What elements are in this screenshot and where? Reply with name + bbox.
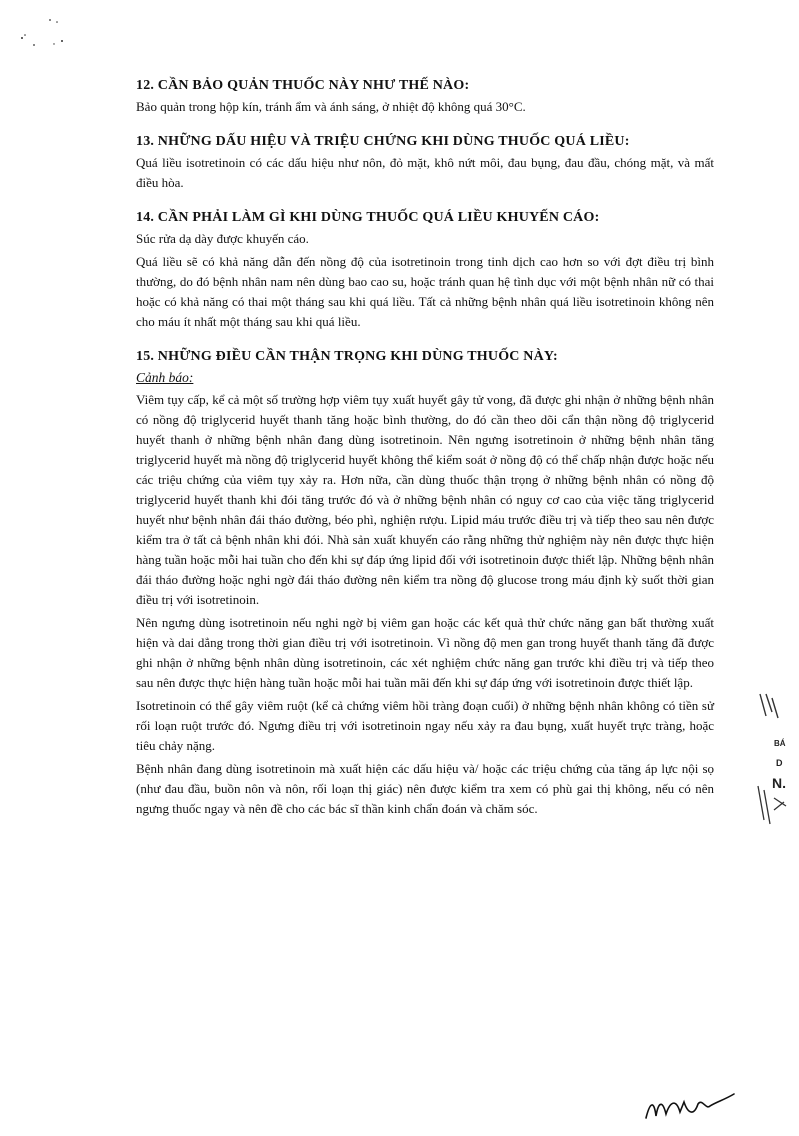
- paragraph: Viêm tụy cấp, kể cả một số trường hợp viêm tụy xuất huyết gây tử vong, đã được ghi nhận ở những bệnh nhân có nồng độ triglycerid huyết thanh tăng hoặc bình thường, do đó cần theo dõi cẩn thận nồng độ triglycerid huyết thanh ở những bệnh nhân đang dùng isotretinoin. Nên ngưng isotretinoin ở những bệnh nhân tăng triglycerid huyết mà nồng độ triglycerid huyết không thể kiểm soát ở nồng độ có thể chấp nhận được hoặc nếu các triệu chứng của viêm tụy xảy ra. Hơn nữa, cần dùng thuốc thận trọng ở những bệnh nhân có nồng độ triglycerid huyết thanh khi đói tăng trước đó và ở những bệnh nhân có nguy cơ cao của việc tăng triglycerid huyết như bệnh nhân đái tháo đường, béo phì, nghiện rượu. Lipid máu trước điều trị và tiếp theo sau nên được kiểm tra ở tất cả bệnh nhân khi đói. Nhà sản xuất khuyến cáo rằng những thử nghiệm này nên được thực hiện hàng tuần hoặc mỗi hai tuần cho đến khi sự đáp ứng lipid đối với isotretinoin được thiết lập. Những bệnh nhân đái tháo đường hoặc nghi ngờ đái tháo đường nên kiểm tra nồng độ glucose trong máu định kỳ suốt thời gian điều trị với isotretinoin.: [136, 392, 714, 607]
- section-heading: 15. NHỮNG ĐIỀU CẦN THẬN TRỌNG KHI DÙNG THUỐC NÀY:: [136, 349, 558, 364]
- paragraph: Isotretinoin có thể gây viêm ruột (kể cả chứng viêm hồi tràng đoạn cuối) ở những bệnh nhân không có tiền sử rối loạn ruột trước đó. Ngưng điều trị với isotretinoin ngay nếu xảy ra đau bụng, xuất huyết trực tràng, hoặc tiêu chảy nặng.: [136, 698, 714, 753]
- section-14: [136, 208, 714, 332]
- section-heading: 14. CẦN PHẢI LÀM GÌ KHI DÙNG THUỐC QUÁ LIỀU KHUYẾN CÁO:: [136, 210, 600, 225]
- section-12: [136, 76, 714, 117]
- scan-specks: [16, 14, 76, 54]
- warning-subheading: Cảnh báo:: [136, 370, 194, 385]
- stamp-fragment-3: N.: [772, 775, 786, 791]
- paragraph: Nên ngưng dùng isotretinoin nếu nghi ngờ bị viêm gan hoặc các kết quả thử chức năng gan bất thường xuất hiện và dai dẳng trong thời gian điều trị với isotretinoin. Vì nồng độ men gan trong huyết thanh tăng đã được ghi nhận ở những bệnh nhân dùng isotretinoin, các xét nghiệm chức năng gan trước khi điều trị và tiếp theo sau nên được thực hiện hàng tuần hoặc mỗi hai tuần mãi đến khi sự đáp ứng với isotretinoin được thiết lập.: [136, 615, 714, 690]
- stamp-fragment-2: D: [776, 758, 783, 768]
- paragraph: Bệnh nhân đang dùng isotretinoin mà xuất hiện các dấu hiệu và/ hoặc các triệu chứng của tăng áp lực nội sọ (như đau đầu, buồn nôn và nôn, rối loạn thị giác) nên được kiểm tra xem có phù gai thị không, nếu có nên ngưng thuốc ngay và nên đề cho các bác sĩ thần kinh chẩn đoán và chăm sóc.: [136, 761, 714, 816]
- margin-stamp-fragment: [752, 690, 792, 830]
- paragraph: Quá liều isotretinoin có các dấu hiệu như nôn, đỏ mặt, khô nứt môi, đau bụng, đau đầu, chóng mặt, và mất điều hòa.: [136, 155, 714, 190]
- paragraph: Quá liều sẽ có khả năng dẫn đến nồng độ của isotretinoin trong tinh dịch cao hơn so với đợt điều trị bình thường, do đó bệnh nhân nam nên dùng bao cao su, hoặc tránh quan hệ tình dục với một bệnh nhân nữ có thai hoặc có khả năng có thai một tháng sau khi quá liều. Tất cả những bệnh nhân quá liều isotretinoin không nên cho máu ít nhất một tháng sau khi quá liều.: [136, 254, 714, 329]
- section-heading: 13. NHỮNG DẤU HIỆU VÀ TRIỆU CHỨNG KHI DÙNG THUỐC QUÁ LIỀU:: [136, 134, 630, 149]
- section-15: [136, 347, 714, 819]
- paragraph: Bảo quản trong hộp kín, tránh ẩm và ánh sáng, ở nhiệt độ không quá 30°C.: [136, 99, 526, 114]
- stamp-fragment-1: BÁ: [774, 739, 786, 748]
- section-heading: 12. CẦN BẢO QUẢN THUỐC NÀY NHƯ THẾ NÀO:: [136, 78, 470, 93]
- signature: [640, 1088, 740, 1128]
- document-body: [136, 76, 714, 834]
- paragraph: Súc rửa dạ dày được khuyến cáo.: [136, 231, 309, 246]
- section-13: [136, 132, 714, 193]
